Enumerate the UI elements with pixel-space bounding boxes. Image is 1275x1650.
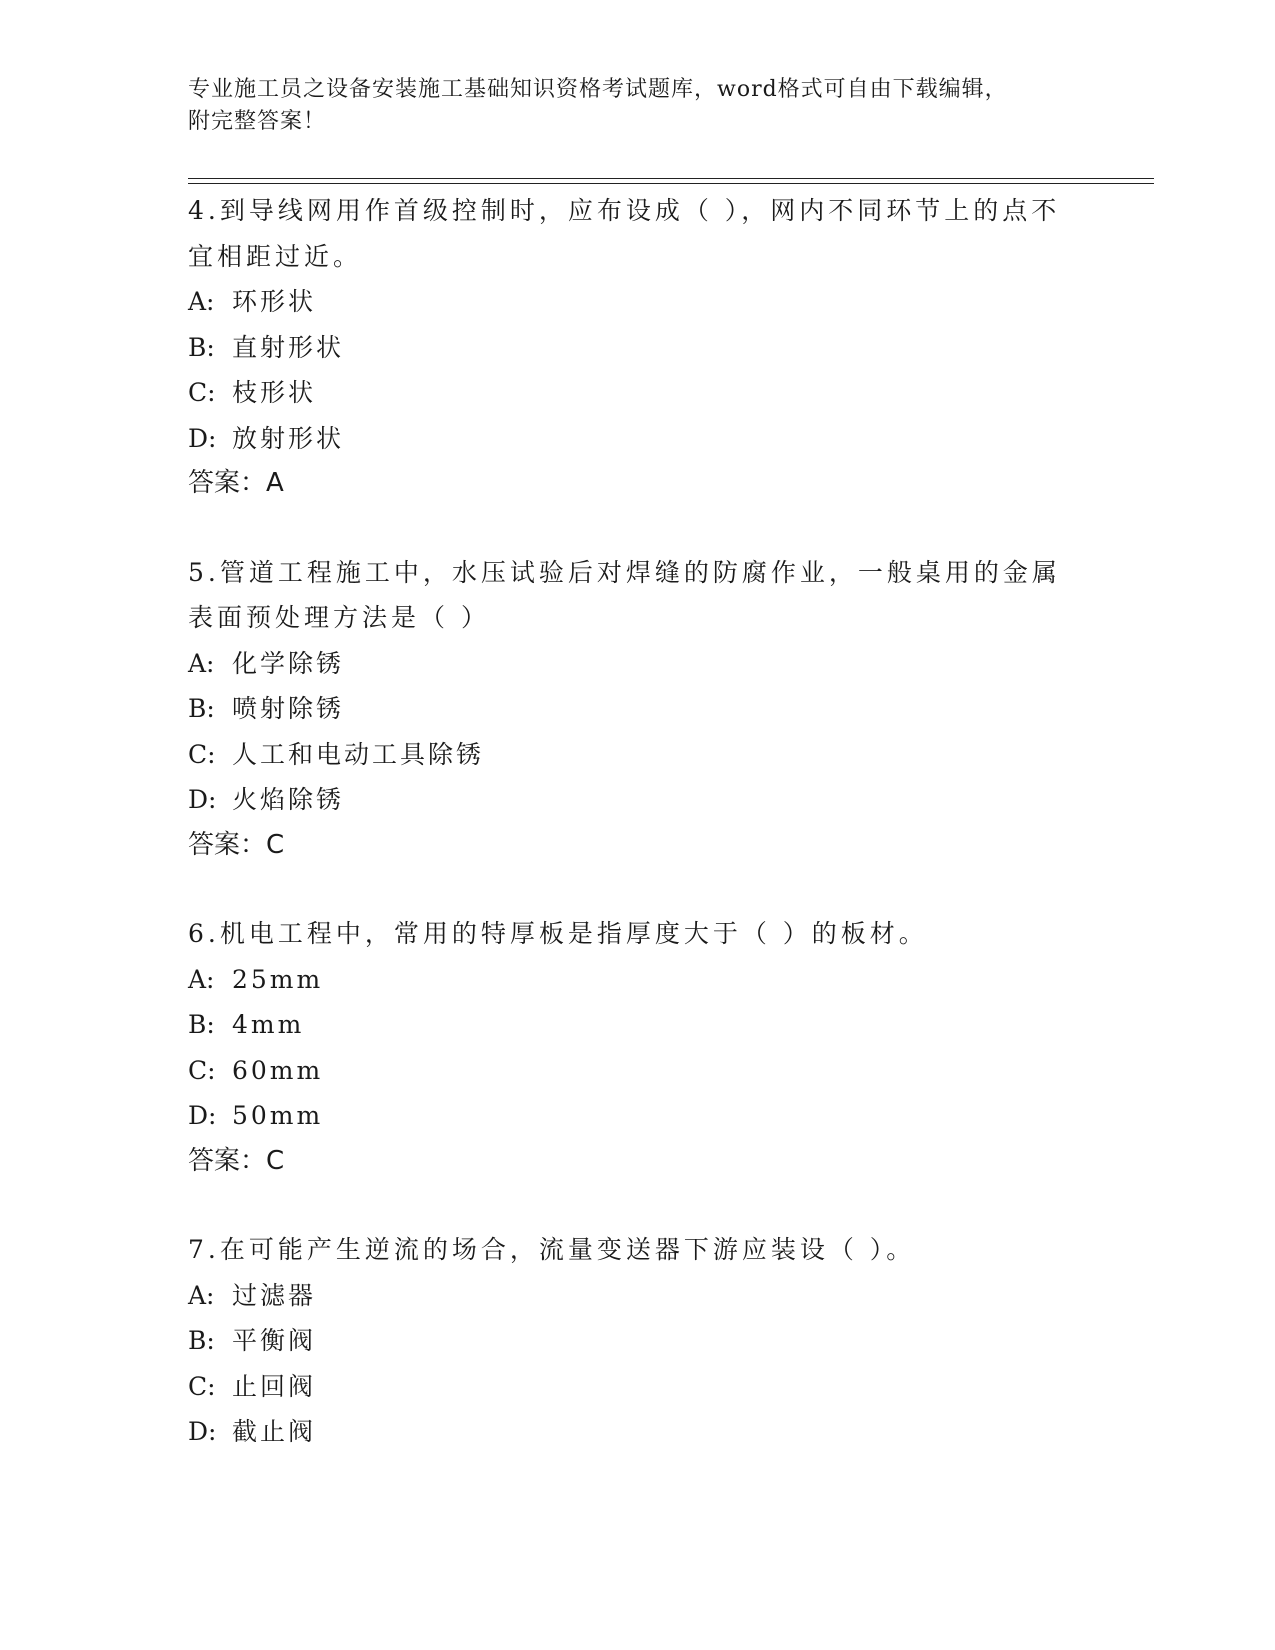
question-list (188, 188, 1088, 1498)
answer-line: 答案：C (188, 829, 285, 860)
answer-line: 答案：A (188, 468, 284, 498)
option-key: B: (188, 1010, 215, 1039)
option-key: A: (188, 648, 215, 678)
option-c (188, 1364, 1088, 1410)
option-key: D: (188, 1417, 217, 1446)
option-text: 枝形状 (232, 378, 317, 407)
option-text: 直射形状 (232, 332, 345, 362)
header-line-2: 附完整答案！ (188, 109, 327, 134)
option-b (188, 686, 1088, 732)
option-key: D: (188, 423, 217, 453)
option-text: 过滤器 (232, 1280, 317, 1310)
question-item (188, 550, 1088, 869)
option-d (188, 1093, 1088, 1139)
option-key: B: (188, 694, 215, 723)
option-text: 放射形状 (232, 423, 345, 453)
header-line-1: 专业施工员之设备安装施工基础知识资格考试题库，word格式可自由下载编辑， (188, 77, 1008, 102)
option-text: 4mm (232, 1010, 305, 1039)
option-key: B: (188, 332, 215, 362)
option-text: 25mm (232, 964, 324, 994)
option-text: 火焰除锈 (232, 785, 345, 814)
option-text: 平衡阀 (232, 1326, 317, 1355)
option-text: 截止阀 (232, 1417, 317, 1446)
question-stem: 5.管道工程施工中，水压试验后对焊缝的防腐作业，一般桌用的金属表面预处理方法是（ ） (188, 557, 1061, 632)
question-stem: 4.到导线网用作首级控制时，应布设成（ ），网内不同环节上的点不宜相距过近。 (188, 196, 1061, 271)
option-b (188, 1002, 1088, 1048)
option-key: C: (188, 378, 216, 407)
option-d (188, 416, 1088, 462)
header-divider-top (188, 178, 1154, 179)
option-key: C: (188, 739, 216, 769)
option-text: 60mm (232, 1055, 324, 1085)
option-key: A: (188, 964, 215, 994)
option-d (188, 1409, 1088, 1455)
option-text: 止回阀 (232, 1371, 317, 1401)
question-item (188, 188, 1088, 507)
answer-line: 答案：C (188, 1145, 285, 1176)
option-c (188, 732, 1088, 778)
option-c (188, 370, 1088, 416)
question-item (188, 911, 1088, 1184)
option-key: C: (188, 1055, 216, 1085)
option-b (188, 1318, 1088, 1364)
question-stem: 7.在可能产生逆流的场合，流量变送器下游应装设（ ）。 (188, 1235, 916, 1264)
option-text: 化学除锈 (232, 648, 345, 678)
question-item (188, 1227, 1088, 1455)
option-text: 喷射除锈 (232, 694, 345, 723)
option-key: A: (188, 287, 215, 316)
option-key: D: (188, 1101, 217, 1130)
option-key: A: (188, 1280, 215, 1310)
question-stem: 6.机电工程中，常用的特厚板是指厚度大于（ ）的板材。 (188, 919, 928, 948)
option-key: B: (188, 1326, 215, 1355)
option-d (188, 777, 1088, 823)
document-header (188, 74, 1088, 138)
option-a (188, 1273, 1088, 1319)
option-a (188, 957, 1088, 1003)
option-key: C: (188, 1371, 216, 1401)
option-text: 50mm (232, 1101, 324, 1130)
option-text: 环形状 (232, 287, 317, 316)
option-text: 人工和电动工具除锈 (232, 739, 485, 769)
option-c (188, 1048, 1088, 1094)
header-divider-bottom (188, 183, 1154, 184)
option-a (188, 279, 1088, 325)
option-b (188, 325, 1088, 371)
option-key: D: (188, 785, 217, 814)
option-a (188, 641, 1088, 687)
